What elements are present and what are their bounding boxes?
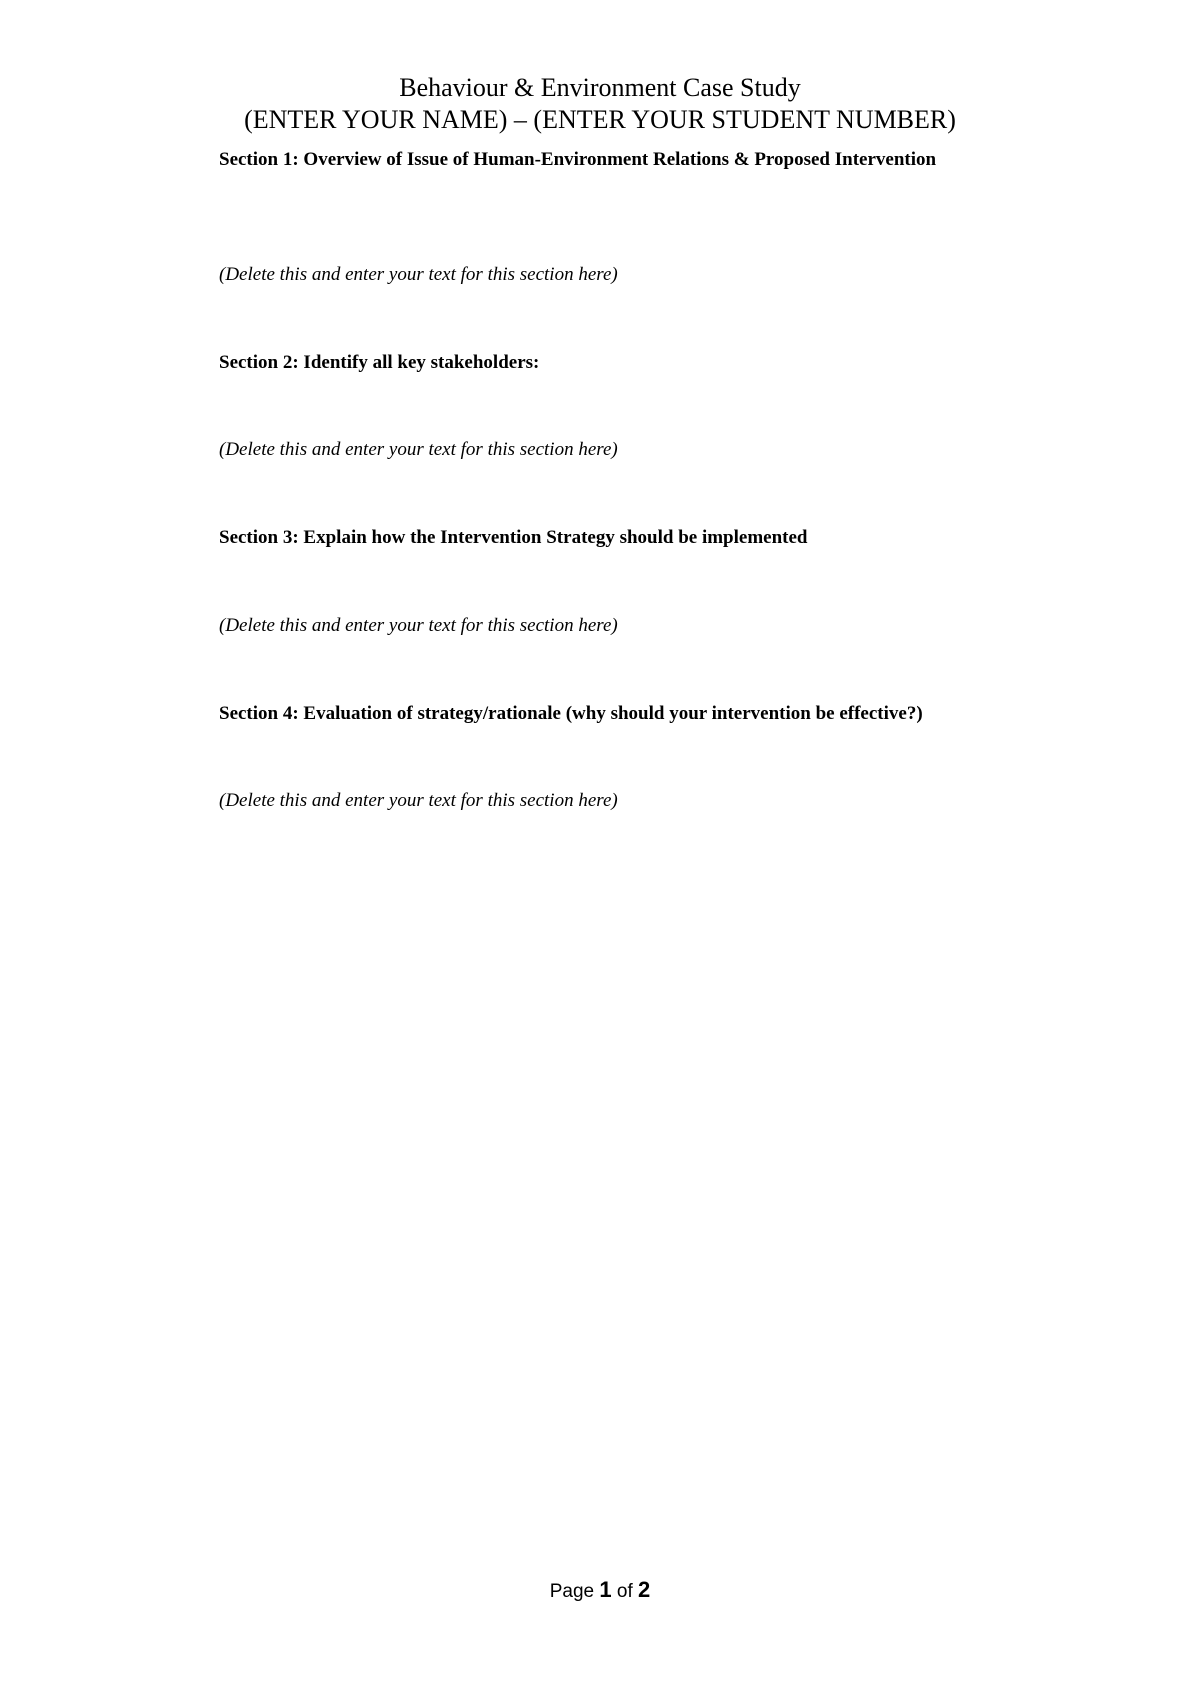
footer-page-word: Page xyxy=(549,1581,595,1602)
footer-current-page: 1 xyxy=(599,1577,612,1602)
section-4-heading: Section 4: Evaluation of strategy/rationale (why should your intervention be effective?) xyxy=(219,703,923,724)
document-subtitle: (ENTER YOUR NAME) – (ENTER YOUR STUDENT NUMBER) xyxy=(244,105,956,134)
section-1-placeholder[interactable]: (Delete this and enter your text for this section here) xyxy=(219,264,618,285)
section-3-heading: Section 3: Explain how the Intervention Strategy should be implemented xyxy=(219,527,808,548)
title-block xyxy=(0,72,1200,136)
section-2-heading: Section 2: Identify all key stakeholders: xyxy=(219,352,540,373)
section-1-heading: Section 1: Overview of Issue of Human-Environment Relations & Proposed Intervention xyxy=(219,149,937,170)
section-3-placeholder[interactable]: (Delete this and enter your text for this section here) xyxy=(219,615,618,636)
footer-of-word: of xyxy=(616,1581,633,1602)
document-title: Behaviour & Environment Case Study xyxy=(399,73,801,102)
section-2-placeholder[interactable]: (Delete this and enter your text for this section here) xyxy=(219,439,618,460)
footer-total-pages: 2 xyxy=(638,1577,651,1602)
section-4-placeholder[interactable]: (Delete this and enter your text for this section here) xyxy=(219,790,618,811)
page-footer xyxy=(0,1577,1200,1605)
